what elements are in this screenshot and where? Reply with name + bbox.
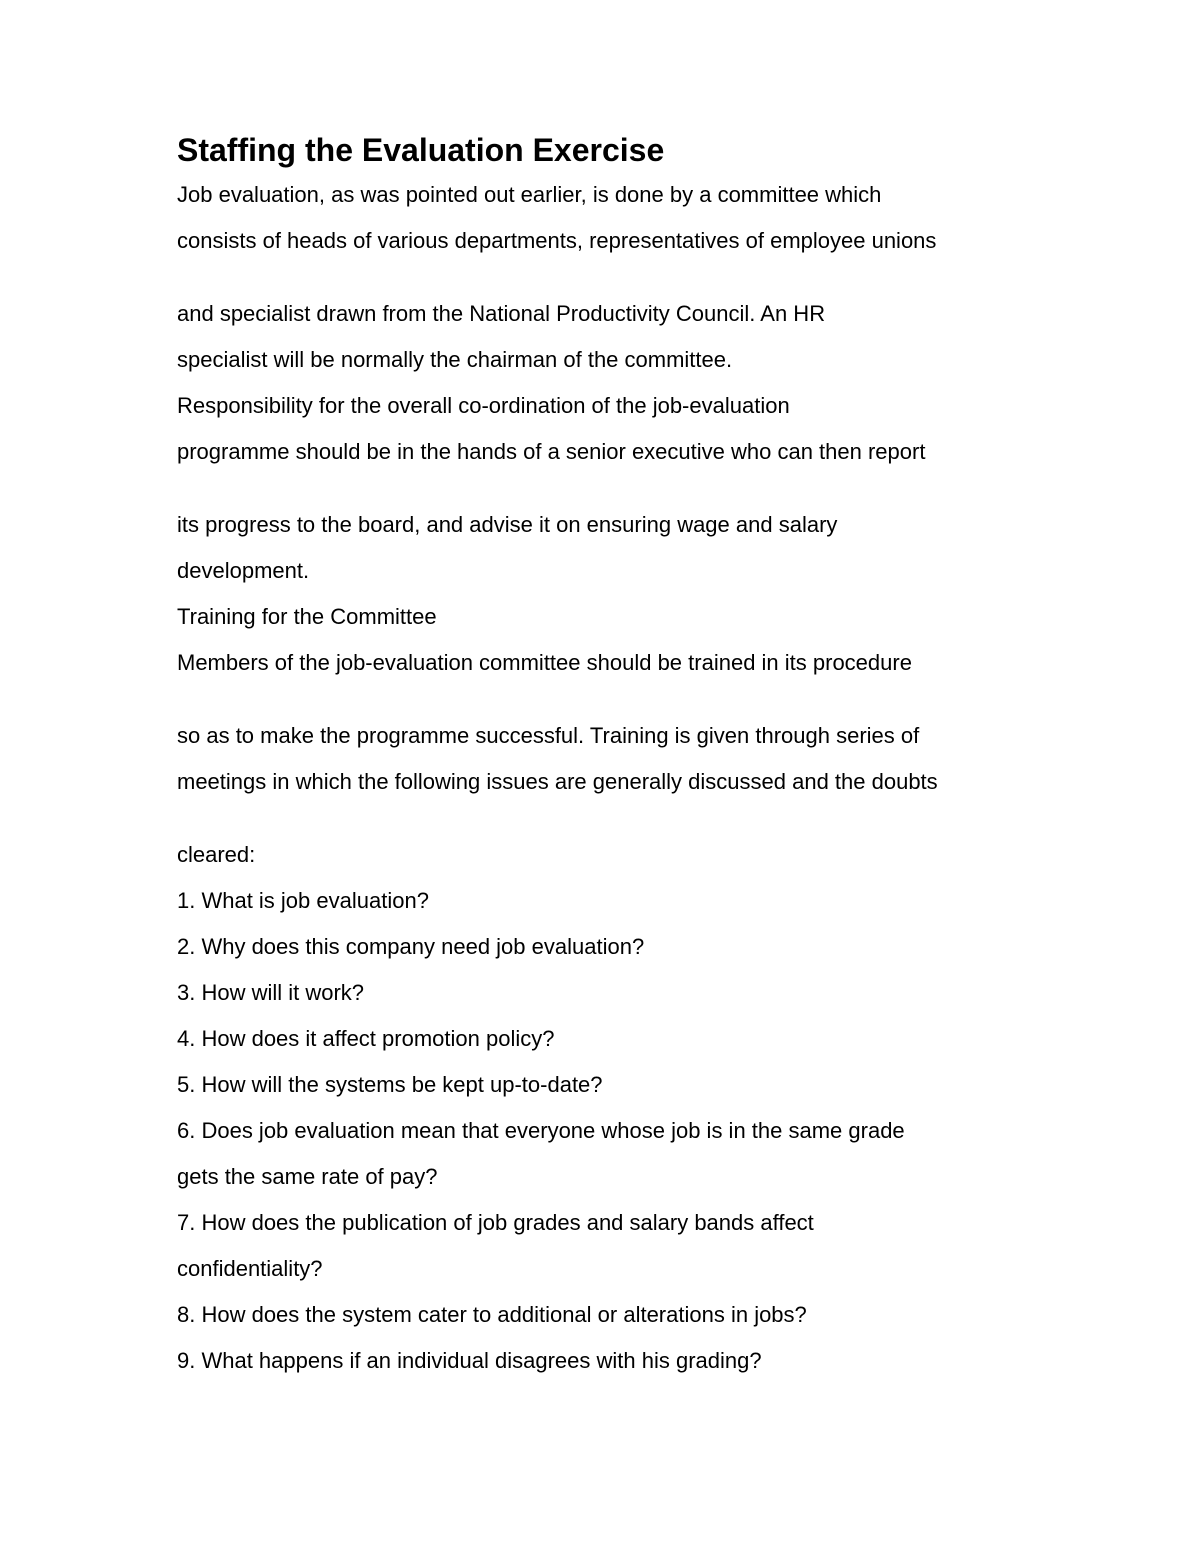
- paragraph-line: Job evaluation, as was pointed out earlier, is done by a committee which: [177, 182, 882, 207]
- list-item: 4. How does it affect promotion policy?: [177, 1026, 555, 1051]
- section-heading: Training for the Committee: [177, 604, 437, 629]
- paragraph-line: its progress to the board, and advise it on ensuring wage and salary: [177, 512, 838, 537]
- list-item: 9. What happens if an individual disagrees with his grading?: [177, 1348, 762, 1373]
- paragraph-line: Members of the job-evaluation committee should be trained in its procedure: [177, 650, 912, 675]
- list-item: 1. What is job evaluation?: [177, 888, 429, 913]
- paragraph-line: and specialist drawn from the National Productivity Council. An HR: [177, 301, 826, 326]
- document-title: Staffing the Evaluation Exercise: [177, 132, 665, 168]
- list-item: 3. How will it work?: [177, 980, 365, 1005]
- paragraph-line: development.: [177, 558, 310, 583]
- paragraph-line: so as to make the programme successful. Training is given through series of: [177, 723, 920, 748]
- list-item: 7. How does the publication of job grades and salary bands affect: [177, 1210, 814, 1235]
- document-body: [177, 130, 1037, 1393]
- list-item: 8. How does the system cater to additional or alterations in jobs?: [177, 1302, 807, 1327]
- list-item-continuation: confidentiality?: [177, 1256, 323, 1281]
- list-item-continuation: gets the same rate of pay?: [177, 1164, 438, 1189]
- paragraph-line: programme should be in the hands of a senior executive who can then report: [177, 439, 926, 464]
- paragraph-line: cleared:: [177, 842, 256, 867]
- paragraph-line: meetings in which the following issues are generally discussed and the doubts: [177, 769, 938, 794]
- paragraph-line: consists of heads of various departments, representatives of employee unions: [177, 228, 937, 253]
- list-item: 6. Does job evaluation mean that everyone whose job is in the same grade: [177, 1118, 905, 1143]
- list-item: 5. How will the systems be kept up-to-date?: [177, 1072, 603, 1097]
- paragraph-line: specialist will be normally the chairman of the committee.: [177, 347, 733, 372]
- paragraph-line: Responsibility for the overall co-ordination of the job-evaluation: [177, 393, 790, 418]
- list-item: 2. Why does this company need job evaluation?: [177, 934, 645, 959]
